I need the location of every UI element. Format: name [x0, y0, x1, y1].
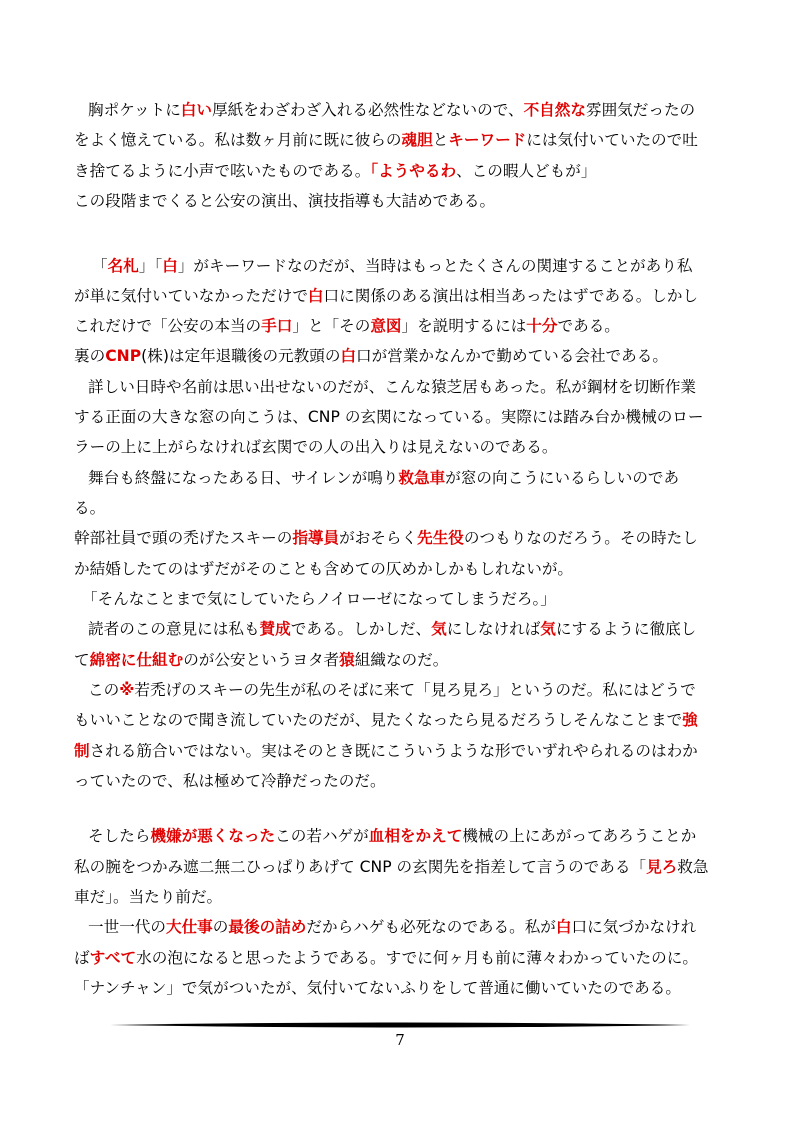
body-text: をよく憶えている。私は数ヶ月前に既に彼らの: [74, 131, 402, 149]
highlighted-text: キーワード: [448, 131, 527, 149]
body-text: ば: [74, 949, 90, 967]
body-text: 、この暇人どもが」: [456, 162, 597, 180]
text-line: [74, 437, 557, 457]
footer-divider: [110, 1021, 690, 1029]
highlighted-text: 賛成: [259, 620, 291, 638]
text-line: [88, 468, 679, 488]
body-text: がおそらく: [339, 529, 418, 547]
body-text: 」を説明するには: [401, 317, 527, 335]
highlighted-text: 十分: [526, 317, 558, 335]
highlighted-text: 大仕事: [165, 918, 213, 936]
body-text: この段階までくると公安の演出、演技指導も大詰めである。: [74, 192, 496, 210]
highlighted-text: 強: [682, 711, 698, 729]
body-text: にしなければ: [446, 620, 541, 638]
text-line: [74, 161, 596, 181]
highlighted-text: 機嫌が悪くなった: [150, 827, 276, 845]
highlighted-text: 綿密に仕組む: [89, 651, 184, 669]
text-line: [74, 498, 105, 518]
body-text: 私の腕をつかみ遮二無二ひっぱりあげて CNP の玄関先を指差して言うのである「: [74, 858, 647, 876]
body-text: である。: [557, 317, 620, 335]
body-text: だからハゲも必死なのである。私が: [306, 918, 556, 936]
body-text: (株)は定年退職後の元教頭の: [141, 347, 341, 365]
body-text: き捨てるように小声で呟いたものである。: [74, 162, 371, 180]
highlighted-text: 白: [307, 287, 324, 305]
body-text: のつもりなのだろう。その時たし: [463, 529, 698, 547]
body-text: 裏の: [74, 347, 106, 365]
text-line: [74, 346, 668, 366]
body-text: っていたので、私は極めて冷静だったのだ。: [74, 772, 386, 790]
body-text: て: [74, 651, 90, 669]
body-text: 「: [92, 257, 108, 275]
highlighted-text: 不自然な: [523, 101, 586, 119]
highlighted-text: 救急車: [398, 469, 446, 487]
body-text: 口に関係のある演出は相当あったはずである。しかし: [323, 287, 699, 305]
body-text: 機械の上にあがってあろうことか: [462, 827, 697, 845]
text-line: [74, 130, 698, 150]
text-line: [74, 407, 703, 427]
body-text: 詳しい日時や名前は思い出せないのだが、こんな猿芝居もあった。私が鋼材を切断作業: [88, 378, 697, 396]
body-text: のが公安というヨタ者: [183, 651, 340, 669]
body-text: 「そんなことまで気にしていたらノイローゼになってしまうだろ。」: [82, 590, 556, 608]
highlighted-text: 先生役: [417, 529, 464, 547]
body-text: である。しかしだ、: [290, 620, 432, 638]
body-text: される筋合いではない。実はそのとき既にこういうような形でいずれやられるのはわか: [89, 742, 698, 760]
highlighted-text: 指導員: [292, 529, 340, 547]
body-text: が単に気付いていなかっただけで: [74, 287, 308, 305]
body-text: 口が営業かなんかで勤めている会社である。: [356, 347, 668, 365]
body-text: 水の泡になると思ったようである。すでに何ヶ月も前に薄々わかっていたのに。: [136, 949, 698, 967]
highlighted-text: 名札: [107, 257, 139, 275]
body-text: 読者のこの意見には私も: [88, 620, 260, 638]
text-line: [74, 741, 698, 761]
body-text: 胸ポケットに: [88, 101, 181, 119]
body-text: 口に気づかなけれ: [571, 918, 697, 936]
highlighted-text: 最後の詰め: [228, 918, 307, 936]
body-text: 救急: [677, 858, 709, 876]
text-line: [74, 191, 495, 211]
body-text: 厚紙をわざわざ入れる必然性などないので、: [212, 101, 524, 119]
body-text: 幹部社員で頭の禿げたスキーの: [74, 529, 293, 547]
text-line: [88, 917, 696, 937]
body-text: これだけで「公安の本当の: [74, 317, 262, 335]
text-line: [74, 948, 698, 968]
text-line: [82, 589, 556, 609]
highlighted-text: 猿: [339, 651, 355, 669]
text-line: [88, 377, 696, 397]
text-line: [88, 619, 696, 639]
text-line: [74, 316, 620, 336]
highlighted-text: 気: [540, 620, 556, 638]
text-line: [88, 680, 696, 700]
body-text: この若ハゲが: [275, 827, 369, 845]
body-text: する正面の大きな窓の向こうは、CNP の玄関になっている。実際には踏み台か機械のロー: [74, 408, 704, 426]
text-line: [74, 978, 681, 998]
body-text: 若禿げのスキーの先生が私のそばに来て「見ろ見ろ」というのだ。私にはどうで: [134, 681, 696, 699]
text-line: [74, 857, 708, 877]
highlighted-text: ※: [119, 681, 135, 699]
text-line: [74, 528, 698, 548]
highlighted-text: 制: [74, 742, 90, 760]
body-text: の: [212, 918, 229, 936]
body-text: 」「: [138, 257, 163, 275]
highlighted-text: すべて: [89, 949, 137, 967]
body-text: 組織なのだ。: [354, 651, 449, 669]
text-line: [88, 826, 696, 846]
highlighted-text: 気: [431, 620, 447, 638]
body-text: か結婚したてのはずだがそのことも含めての仄めかしかもしれないが。: [74, 560, 574, 578]
body-text: 一世一代の: [88, 918, 166, 936]
body-text: 」と「その: [292, 317, 371, 335]
page-number: 7: [395, 1031, 405, 1049]
highlighted-text: 「ようやるわ: [370, 162, 457, 180]
body-text: 車だ」。当たり前だ。: [74, 888, 223, 906]
highlighted-text: 魂胆: [401, 131, 433, 149]
highlighted-text: 手口: [261, 317, 293, 335]
text-line: [74, 771, 386, 791]
body-text: と: [432, 131, 449, 149]
highlighted-text: CNP: [105, 347, 142, 365]
highlighted-text: 見ろ: [646, 858, 678, 876]
text-line: [74, 710, 698, 730]
body-text: ラーの上に上がらなければ玄関での人の出入りは見えないのである。: [74, 438, 558, 456]
body-text: 舞台も終盤になったある日、サイレンが鳴り: [88, 469, 399, 487]
body-text: にするように徹底し: [555, 620, 697, 638]
text-line: [88, 100, 695, 120]
body-text: 「ナンチャン」で気がついたが、気付いてないふりをして普通に働いていたのである。: [74, 979, 681, 997]
text-line: [74, 887, 222, 907]
body-text: この: [88, 681, 120, 699]
body-text: そしたら: [88, 827, 151, 845]
body-text: 」がキーワードなのだが、当時はもっとたくさんの関連することがあり私: [177, 257, 693, 275]
body-text: もいいことなので聞き流していたのだが、見たくなったら見るだろうしそんなことまで: [74, 711, 683, 729]
highlighted-text: 白: [340, 347, 357, 365]
highlighted-text: 意図: [370, 317, 402, 335]
highlighted-text: 白い: [180, 101, 212, 119]
body-text: には気付いていたので吐: [526, 131, 698, 149]
text-line: [74, 650, 448, 670]
text-line: [74, 559, 573, 579]
highlighted-text: 血相をかえて: [368, 827, 463, 845]
body-text: る。: [74, 499, 106, 517]
highlighted-text: 白: [555, 918, 572, 936]
body-text: が窓の向こうにいるらしいのであ: [445, 469, 680, 487]
highlighted-text: 白: [162, 257, 178, 275]
text-line: [74, 286, 698, 306]
text-line: [92, 256, 692, 276]
body-text: 雰囲気だったの: [585, 101, 696, 119]
